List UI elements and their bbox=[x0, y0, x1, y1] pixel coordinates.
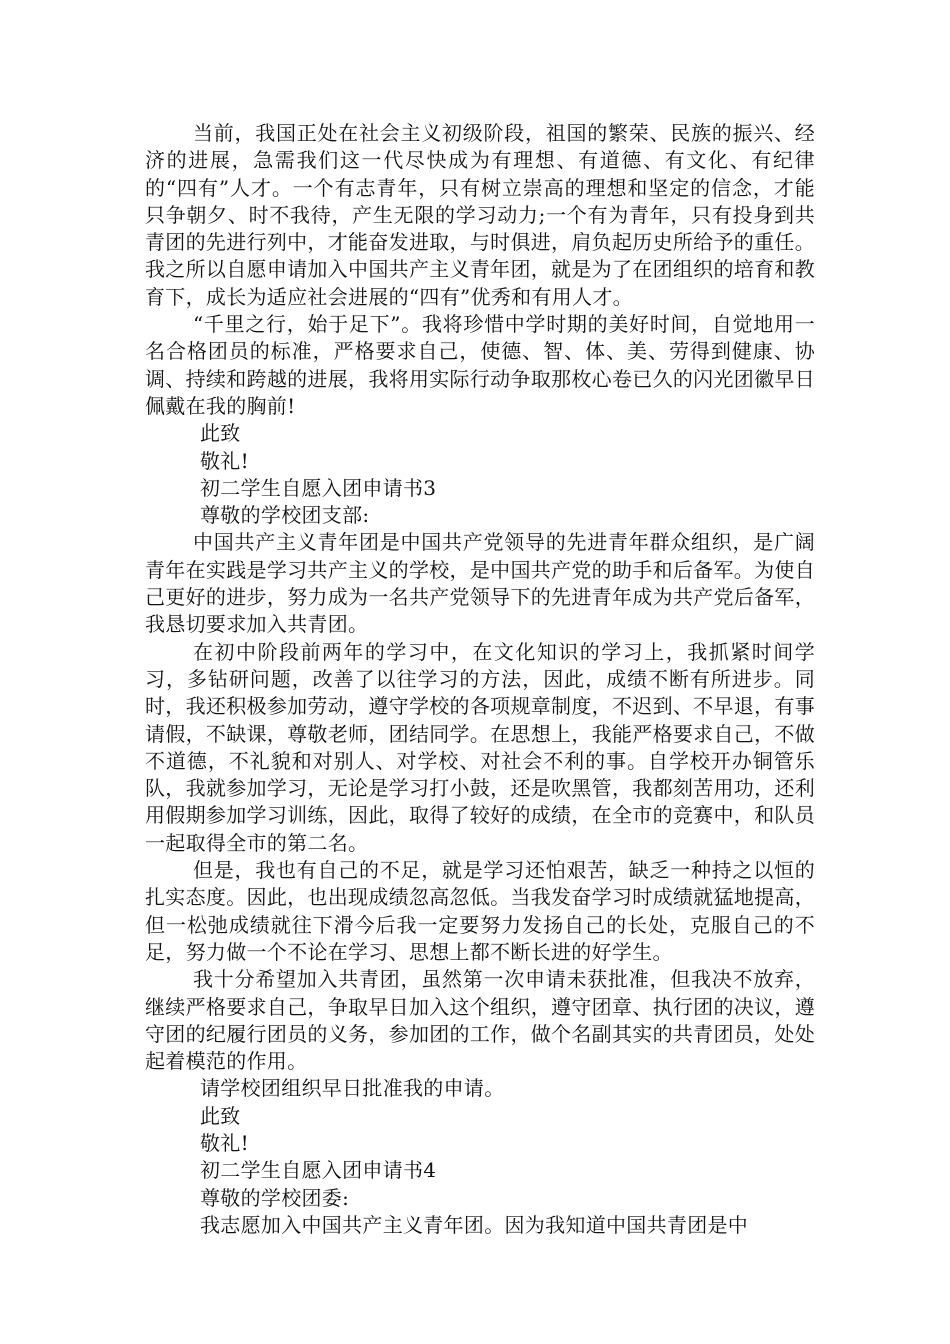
section-title: 初二学生自愿入团申请书3 bbox=[200, 475, 437, 500]
closing-line: 此致 bbox=[200, 1103, 241, 1128]
paragraph: 中国共产主义青年团是中国共产党领导的先进青年群众组织，是广阔青年在实践是学习共产主义的学校，是中国共产党的助手和后备军。为使自己更好的进步，努力成为一名共产党领导下的先进青年成为共产党后备军，我恳切要求加入共青团。 bbox=[145, 530, 815, 637]
closing-line: 此致 bbox=[200, 421, 241, 446]
request-line: 请学校团组织早日批准我的申请。 bbox=[200, 1076, 505, 1101]
paragraph: 在初中阶段前两年的学习中，在文化知识的学习上，我抓紧时间学习，多钻研问题，改善了以往学习的方法，因此，成绩不断有所进步。同时，我还积极参加劳动，遵守学校的各项规章制度，不迟到、不早退，有事请假，不缺课，尊敬老师，团结同学。在思想上，我能严格要求自己，不做不道德，不礼貌和对别人、对学校、对社会不利的事。自学校开办铜管乐队，我就参加学习，无论是学习打小鼓，还是吹黑管，我都刻苦用功，还利用假期参加学习训练，因此，取得了较好的成绩，在全市的竞赛中，和队员一起取得全市的第二名。 bbox=[145, 639, 815, 855]
addressee-line: 尊敬的学校团委: bbox=[200, 1185, 350, 1210]
paragraph-start: 我志愿加入中国共产主义青年团。因为我知道中国共青团是中 bbox=[200, 1212, 749, 1237]
salutation-line: 敬礼! bbox=[200, 448, 249, 473]
salutation-line: 敬礼! bbox=[200, 1130, 249, 1155]
paragraph: 当前，我国正处在社会主义初级阶段，祖国的繁荣、民族的振兴、经济的进展，急需我们这一代尽快成为有理想、有道德、有文化、有纪律的“四有”人才。一个有志青年，只有树立崇高的理想和坚定的信念，才能只争朝夕、时不我待，产生无限的学习动力;一个有为青年，只有投身到共青团的先进行列中，才能奋发进取，与时俱进，肩负起历史所给予的重任。我之所以自愿申请加入中国共产主义青年团，就是为了在团组织的培育和教育下，成长为适应社会进展的“四有”优秀和有用人才。 bbox=[145, 121, 815, 309]
paragraph: “千里之行，始于足下”。我将珍惜中学时期的美好时间，自觉地用一名合格团员的标准，严格要求自己，使德、智、体、美、劳得到健康、协调、持续和跨越的进展，我将用实际行动争取那枚心卷已久的闪光团徽早日佩戴在我的胸前! bbox=[145, 312, 815, 418]
section-title: 初二学生自愿入团申请书4 bbox=[200, 1158, 437, 1183]
document-page bbox=[145, 120, 815, 1239]
addressee-line: 尊敬的学校团支部: bbox=[200, 503, 370, 528]
paragraph: 但是，我也有自己的不足，就是学习还怕艰苦，缺乏一种持之以恒的扎实态度。因此，也出现成绩忽高忽低。当我发奋学习时成绩就猛地提高，但一松弛成绩就往下滑今后我一定要努力发扬自己的长处，克服自己的不足，努力做一个不论在学习、思想上都不断长进的好学生。 bbox=[145, 858, 815, 964]
paragraph: 我十分希望加入共青团，虽然第一次申请未获批准，但我决不放弃，继续严格要求自己，争取早日加入这个组织，遵守团章、执行团的决议，遵守团的纪履行团员的义务，参加团的工作，做个名副其实的共青团员，处处起着模范的作用。 bbox=[145, 967, 815, 1074]
